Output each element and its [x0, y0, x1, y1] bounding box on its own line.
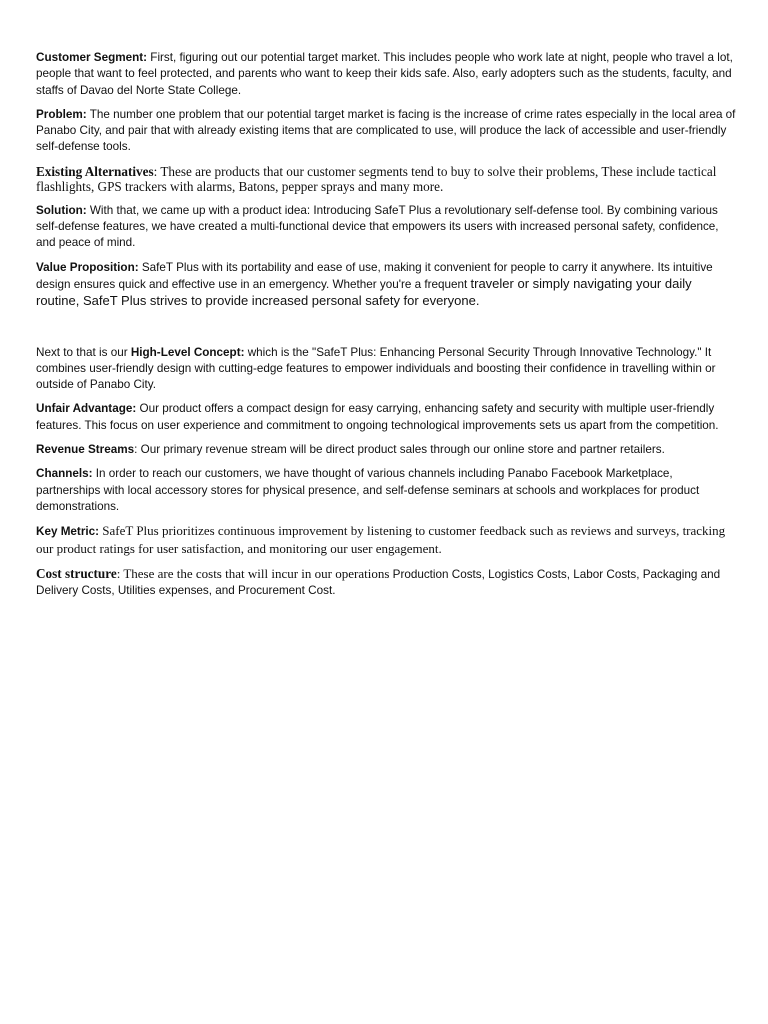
cost-structure-text-serif: : These are the costs that will incur in our operations [116, 565, 390, 581]
unfair-advantage-paragraph [36, 401, 736, 434]
key-metric-paragraph [36, 523, 736, 558]
document-page [36, 50, 736, 607]
channels-label: Channels: [36, 467, 93, 481]
channels-paragraph [36, 466, 736, 515]
revenue-streams-paragraph [36, 442, 736, 458]
solution-text: With that, we came up with a product idea: Introducing SafeT Plus a revolutionary self-defense tool. By combining various self-defense features, we have created a multi-functional device that empowers its users with increased personal safety, confidence, and peace of mind. [36, 203, 719, 250]
value-proposition-paragraph [36, 260, 736, 311]
high-level-concept-prefix: Next to that is our [36, 345, 131, 359]
high-level-concept-text: which is the "SafeT Plus: Enhancing Personal Security Through Innovative Technology." It combines user-friendly design with cutting-edge features to empower individuals and boosting their confidence in travelling within or outside of Panabo City. [36, 345, 716, 392]
revenue-streams-label: Revenue Streams [36, 443, 135, 457]
value-proposition-text: SafeT Plus with its portability and ease of use, making it convenient for people to carry it anywhere. Its intuitive design ensures quick and effective use in an emergency. Whether you're a frequent [36, 260, 713, 291]
key-metric-text: SafeT Plus prioritizes continuous improvement by listening to customer feedback such as reviews and surveys, tracking our product ratings for user satisfaction, and monitoring our user engagement. [36, 523, 726, 556]
customer-segment-text: First, figuring out our potential target market. This includes people who work late at night, people who travel a lot, people that want to feel protected, and parents who want to keep their kids safe. Also, early adopters such as the students, faculty, and staffs of Davao del Norte State College. [36, 51, 733, 97]
customer-segment-label: Customer Segment: [36, 51, 148, 64]
unfair-advantage-label: Unfair Advantage: [36, 402, 137, 416]
cost-structure-label: Cost structure [36, 565, 117, 581]
problem-paragraph [36, 107, 736, 156]
value-proposition-text-large: traveler or simply navigating your daily routine, SafeT Plus strives to provide increased personal safety for everyone. [36, 275, 692, 309]
value-proposition-label: Value Proposition: [36, 260, 139, 274]
solution-label: Solution: [36, 203, 87, 217]
existing-alternatives-paragraph [36, 164, 736, 195]
existing-alternatives-label: Existing Alternatives [36, 163, 154, 179]
customer-segment-paragraph [36, 50, 736, 99]
revenue-streams-text: : Our primary revenue stream will be direct product sales through our online store and partner retailers. [134, 443, 665, 457]
key-metric-label: Key Metric: [36, 525, 100, 539]
problem-text: The number one problem that our potential target market is facing is the increase of crime rates especially in the local area of Panabo City, and pair that with already existing items that are complicated to use, will produce the lack of accessible and user-friendly self-defense tools. [36, 107, 736, 154]
existing-alternatives-text: : These are products that our customer segments tend to buy to solve their problems, These include tactical flashlights, GPS trackers with alarms, Batons, pepper sprays and many more. [36, 163, 717, 195]
unfair-advantage-text: Our product offers a compact design for easy carrying, enhancing safety and security with multiple user-friendly features. This focus on user experience and commitment to ongoing technological improvements sets us apart from the competition. [36, 402, 719, 432]
problem-label: Problem: [36, 107, 87, 121]
channels-text: In order to reach our customers, we have thought of various channels including Panabo Facebook Marketplace, partnerships with local accessory stores for physical presence, and self-defense seminars at schools and workplaces for product demonstrations. [36, 467, 700, 513]
cost-structure-text: Production Costs, Logistics Costs, Labor Costs, Packaging and Delivery Costs, Utilities expenses, and Procurement Cost. [36, 567, 721, 598]
cost-structure-paragraph [36, 566, 736, 600]
section-spacer [36, 319, 736, 345]
solution-paragraph [36, 203, 736, 252]
high-level-concept-paragraph [36, 345, 736, 394]
high-level-concept-label: High-Level Concept: [130, 345, 245, 359]
